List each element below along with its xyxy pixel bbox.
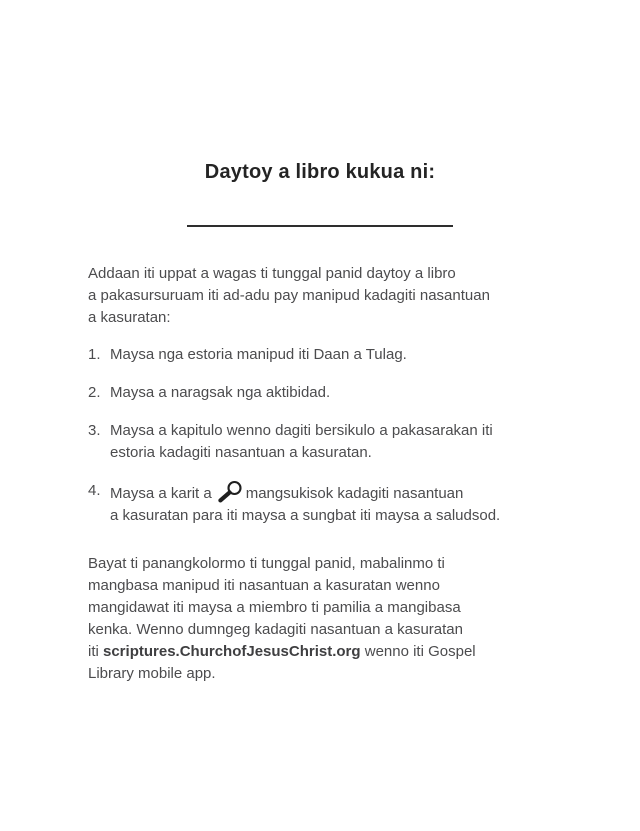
list-item-number: 4.: [88, 482, 101, 499]
page-body: [88, 263, 588, 685]
intro-paragraph: [88, 263, 588, 329]
outro-line: Library mobile app.: [88, 665, 216, 682]
page-title: Daytoy a libro kukua ni:: [204, 161, 436, 183]
outro-line: Bayat ti panangkolormo ti tunggal panid, mabalinmo ti: [88, 555, 445, 572]
list-item-line: [110, 480, 588, 505]
list-item-line: Maysa nga estoria manipud iti Daan a Tulag.: [110, 346, 407, 363]
list-item: [88, 480, 588, 527]
list-item-line: estoria kadagiti nasantuan a kasuratan.: [110, 444, 372, 461]
outro-line-text: wenno iti Gospel: [360, 643, 476, 660]
list-item-line-text: mangsukisok kadagiti nasantuan: [245, 485, 464, 502]
list-item-number: 2.: [88, 384, 101, 401]
numbered-list: [88, 344, 588, 527]
intro-line: a pakasursuruam iti ad-adu pay manipud kadagiti nasantuan: [88, 287, 490, 304]
outro-line: mangidawat iti maysa a miembro ti pamilia a mangibasa: [88, 599, 461, 616]
outro-link-line: [88, 641, 588, 663]
list-item: [88, 344, 588, 366]
list-item-text: [110, 344, 588, 366]
outro-line: kenka. Wenno dumngeg kadagiti nasantuan a kasuratan: [88, 621, 463, 638]
list-item-text: [110, 382, 588, 404]
list-item-text: [110, 480, 588, 527]
intro-line: a kasuratan:: [88, 309, 171, 326]
list-item-number: 1.: [88, 346, 101, 363]
outro-paragraph: [88, 553, 588, 685]
outro-line-text: iti: [88, 643, 103, 660]
intro-line: Addaan iti uppat a wagas ti tunggal panid daytoy a libro: [88, 265, 456, 282]
signature-line: [187, 225, 453, 227]
list-item-line: Maysa a naragsak nga aktibidad.: [110, 384, 331, 401]
list-item: [88, 382, 588, 404]
list-item-line-text: Maysa a karit a: [110, 485, 212, 502]
list-item-number: 3.: [88, 422, 101, 439]
list-item-line: a kasuratan para iti maysa a sungbat iti maysa a saludsod.: [110, 507, 501, 524]
outro-line: mangbasa manipud iti nasantuan a kasuratan wenno: [88, 577, 440, 594]
scripture-url-text: scriptures.ChurchofJesusChrist.org: [103, 643, 361, 660]
list-item-text: [110, 420, 588, 464]
list-item: [88, 420, 588, 464]
list-item-line: Maysa a kapitulo wenno dagiti bersikulo a pakasarakan iti: [110, 422, 493, 439]
magnifying-glass-icon: [217, 480, 244, 503]
